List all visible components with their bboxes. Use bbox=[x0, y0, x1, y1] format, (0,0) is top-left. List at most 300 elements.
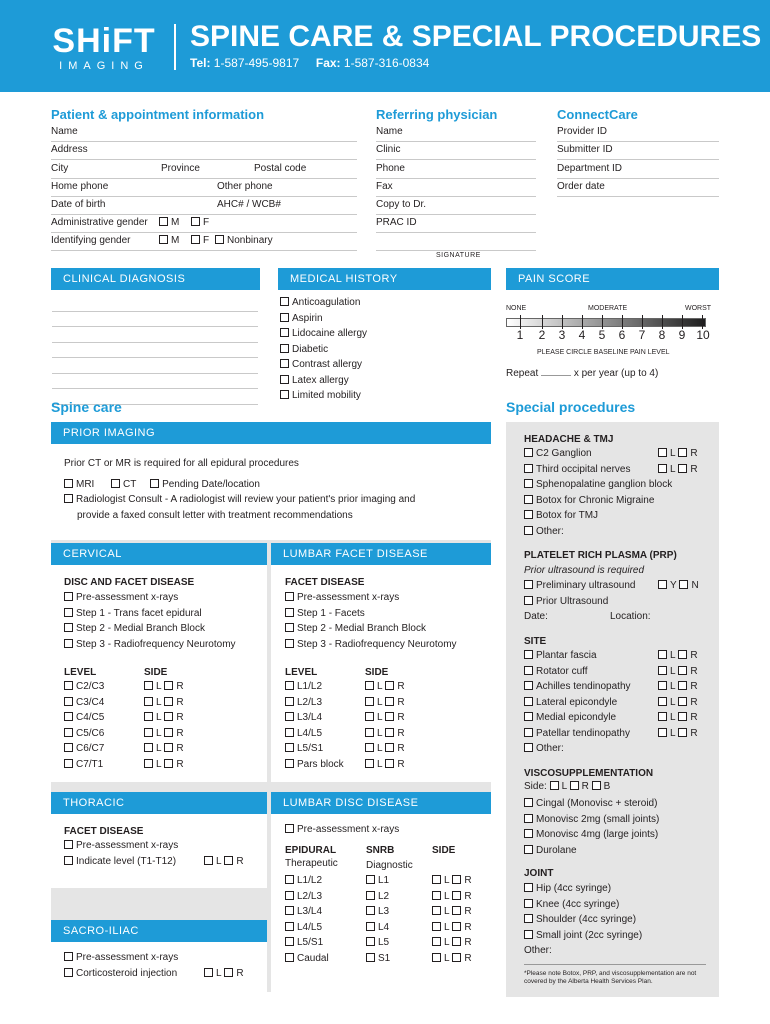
site-option[interactable] bbox=[524, 679, 706, 695]
consult-line-2: provide a faxed consult letter with treatment recommendations bbox=[77, 510, 353, 521]
thoracic-level[interactable] bbox=[64, 854, 254, 870]
checkbox-icon[interactable] bbox=[164, 743, 173, 752]
snrb-level[interactable] bbox=[366, 904, 486, 920]
checkbox-icon[interactable] bbox=[280, 313, 289, 322]
checkbox-icon[interactable] bbox=[64, 623, 73, 632]
checkbox-icon[interactable] bbox=[64, 840, 73, 849]
site-option[interactable] bbox=[524, 710, 706, 726]
checkbox-icon[interactable] bbox=[678, 448, 687, 457]
checkbox-icon[interactable] bbox=[285, 891, 294, 900]
side-options bbox=[144, 726, 194, 741]
botox-tmj-option[interactable] bbox=[524, 508, 706, 524]
checkbox-icon[interactable] bbox=[524, 580, 533, 589]
checkbox-icon[interactable] bbox=[204, 856, 213, 865]
referring-phone-label: Phone bbox=[376, 163, 405, 174]
checkbox-icon[interactable] bbox=[224, 968, 233, 977]
r-label: R bbox=[397, 743, 405, 754]
nonbinary-label: Nonbinary bbox=[227, 235, 273, 246]
logo-wordmark: SHiFT bbox=[52, 22, 156, 60]
checkbox-icon[interactable] bbox=[524, 464, 533, 473]
snrb-level[interactable] bbox=[366, 935, 486, 951]
patient-address-field[interactable] bbox=[51, 142, 357, 160]
epidural-level[interactable] bbox=[285, 920, 329, 936]
sacro-pre-assessment[interactable] bbox=[64, 950, 254, 966]
prac-id-field[interactable] bbox=[376, 215, 536, 233]
checkbox-icon[interactable] bbox=[385, 728, 394, 737]
checkbox-icon[interactable] bbox=[365, 697, 374, 706]
cervical-pre-assessment[interactable] bbox=[64, 590, 236, 606]
checkbox-icon[interactable] bbox=[452, 922, 461, 931]
checkbox-icon[interactable] bbox=[658, 728, 667, 737]
snrb-level[interactable] bbox=[366, 873, 486, 889]
epidural-level[interactable] bbox=[285, 873, 329, 889]
checkbox-icon[interactable] bbox=[678, 666, 687, 675]
pain-level-1[interactable]: 1 bbox=[516, 328, 524, 342]
checkbox-icon[interactable] bbox=[432, 906, 441, 915]
checkbox-icon[interactable] bbox=[365, 743, 374, 752]
checkbox-icon[interactable] bbox=[658, 464, 667, 473]
checkbox-icon[interactable] bbox=[592, 781, 601, 790]
checkbox-icon[interactable] bbox=[285, 875, 294, 884]
checkbox-icon[interactable] bbox=[524, 899, 533, 908]
headache-other-option[interactable] bbox=[524, 524, 706, 540]
snrb-level[interactable] bbox=[366, 920, 486, 936]
site-option[interactable] bbox=[524, 664, 706, 680]
checkbox-icon[interactable] bbox=[191, 217, 200, 226]
checkbox-icon[interactable] bbox=[144, 743, 153, 752]
checkbox-icon[interactable] bbox=[280, 297, 289, 306]
pain-level-5[interactable]: 5 bbox=[598, 328, 606, 342]
lumbar-disc-side-heading: SIDE bbox=[432, 845, 456, 856]
checkbox-icon[interactable] bbox=[524, 650, 533, 659]
site-option[interactable] bbox=[524, 726, 706, 742]
checkbox-icon[interactable] bbox=[679, 580, 688, 589]
side-options bbox=[365, 710, 415, 725]
identifying-gender-f-option[interactable] bbox=[191, 233, 209, 249]
med-history-aspirin[interactable] bbox=[280, 311, 367, 327]
checkbox-icon[interactable] bbox=[524, 681, 533, 690]
cervical-step-3[interactable] bbox=[64, 637, 236, 653]
tick bbox=[662, 315, 663, 329]
med-history-contrast[interactable] bbox=[280, 357, 367, 373]
r-label: R bbox=[464, 906, 472, 917]
checkbox-icon[interactable] bbox=[64, 494, 73, 503]
checkbox-icon[interactable] bbox=[678, 712, 687, 721]
checkbox-icon[interactable] bbox=[432, 875, 441, 884]
sacro-corticosteroid[interactable] bbox=[64, 966, 254, 982]
checkbox-icon[interactable] bbox=[64, 968, 73, 977]
checkbox-icon[interactable] bbox=[285, 728, 294, 737]
admin-gender-f-option[interactable] bbox=[191, 215, 209, 231]
visco-option[interactable] bbox=[524, 796, 659, 812]
epidural-level[interactable] bbox=[285, 889, 329, 905]
ct-option[interactable] bbox=[111, 479, 136, 490]
checkbox-icon[interactable] bbox=[285, 743, 294, 752]
checkbox-icon[interactable] bbox=[658, 712, 667, 721]
med-history-anticoagulation[interactable] bbox=[280, 295, 367, 311]
checkbox-icon[interactable] bbox=[285, 592, 294, 601]
checkbox-icon[interactable] bbox=[658, 666, 667, 675]
mri-option[interactable] bbox=[64, 479, 94, 490]
cervical-level-row[interactable] bbox=[64, 710, 194, 726]
checkbox-icon[interactable] bbox=[524, 712, 533, 721]
checkbox-icon[interactable] bbox=[658, 580, 667, 589]
checkbox-icon[interactable] bbox=[658, 448, 667, 457]
patient-name-field[interactable] bbox=[51, 124, 357, 142]
checkbox-icon[interactable] bbox=[285, 697, 294, 706]
footnote-divider bbox=[524, 964, 706, 965]
joint-option[interactable] bbox=[524, 881, 642, 897]
l-label: L bbox=[156, 758, 162, 770]
site-other-option[interactable] bbox=[524, 741, 706, 757]
botox-migraine-option[interactable] bbox=[524, 493, 706, 509]
cervical-level-row[interactable] bbox=[64, 741, 194, 757]
pain-level-2[interactable]: 2 bbox=[538, 328, 546, 342]
admin-gender-m-option[interactable] bbox=[159, 215, 179, 231]
special-procedures-heading: Special procedures bbox=[506, 399, 636, 415]
cervical-level-row[interactable] bbox=[64, 757, 194, 773]
checkbox-icon[interactable] bbox=[144, 728, 153, 737]
checkbox-icon[interactable] bbox=[64, 712, 73, 721]
checkbox-icon[interactable] bbox=[678, 464, 687, 473]
header-banner bbox=[0, 0, 770, 92]
repeat-input[interactable] bbox=[541, 366, 571, 376]
joint-option[interactable] bbox=[524, 928, 642, 944]
b-label: B bbox=[603, 781, 611, 792]
joint-other-option[interactable] bbox=[524, 943, 642, 959]
patient-dob-row[interactable] bbox=[51, 197, 357, 215]
submitter-id-field[interactable] bbox=[557, 142, 719, 160]
lumbar-level-row[interactable] bbox=[285, 741, 415, 757]
checkbox-icon[interactable] bbox=[524, 697, 533, 706]
third-occipital-option[interactable] bbox=[524, 462, 706, 478]
logo-subtitle: IMAGING bbox=[59, 60, 149, 72]
pain-level-6[interactable]: 6 bbox=[618, 328, 626, 342]
checkbox-icon[interactable] bbox=[159, 235, 168, 244]
checkbox-icon[interactable] bbox=[285, 623, 294, 632]
item-label: Botox for TMJ bbox=[536, 510, 599, 521]
prac-id-label: PRAC ID bbox=[376, 217, 417, 228]
checkbox-icon[interactable] bbox=[280, 344, 289, 353]
cervical-step-2[interactable] bbox=[64, 621, 236, 637]
checkbox-icon[interactable] bbox=[280, 375, 289, 384]
diagnosis-line[interactable] bbox=[52, 296, 258, 312]
referring-phone-field[interactable] bbox=[376, 161, 536, 179]
spine-care-heading: Spine care bbox=[51, 399, 122, 415]
c2-ganglion-option[interactable] bbox=[524, 446, 706, 462]
checkbox-icon[interactable] bbox=[432, 937, 441, 946]
checkbox-icon[interactable] bbox=[524, 479, 533, 488]
checkbox-icon[interactable] bbox=[678, 697, 687, 706]
lumbar-level-row[interactable] bbox=[285, 710, 415, 726]
snrb-level[interactable] bbox=[366, 889, 486, 905]
r-label: R bbox=[464, 937, 472, 948]
clinical-diagnosis-lines[interactable] bbox=[52, 296, 258, 405]
checkbox-icon[interactable] bbox=[658, 650, 667, 659]
checkbox-icon[interactable] bbox=[285, 712, 294, 721]
checkbox-icon[interactable] bbox=[365, 712, 374, 721]
checkbox-icon[interactable] bbox=[524, 526, 533, 535]
checkbox-icon[interactable] bbox=[366, 922, 375, 931]
lumbar-level-row[interactable] bbox=[285, 726, 415, 742]
checkbox-icon[interactable] bbox=[524, 814, 533, 823]
checkbox-icon[interactable] bbox=[524, 930, 533, 939]
checkbox-icon[interactable] bbox=[191, 235, 200, 244]
checkbox-icon[interactable] bbox=[64, 697, 73, 706]
identifying-gender-nonbinary-option[interactable] bbox=[215, 233, 273, 249]
checkbox-icon[interactable] bbox=[64, 608, 73, 617]
checkbox-icon[interactable] bbox=[144, 759, 153, 768]
other-phone-label: Other phone bbox=[217, 181, 273, 192]
pain-level-10[interactable]: 10 bbox=[696, 328, 710, 342]
identifying-gender-m-option[interactable] bbox=[159, 233, 179, 249]
thoracic-pre-assessment[interactable] bbox=[64, 838, 254, 854]
checkbox-icon[interactable] bbox=[164, 759, 173, 768]
l-label: L bbox=[670, 665, 676, 677]
yes-no-options bbox=[658, 578, 706, 593]
checkbox-icon[interactable] bbox=[524, 596, 533, 605]
diagnosis-line[interactable] bbox=[52, 374, 258, 390]
checkbox-icon[interactable] bbox=[204, 968, 213, 977]
l-label: L bbox=[216, 967, 222, 979]
checkbox-icon[interactable] bbox=[64, 728, 73, 737]
checkbox-icon[interactable] bbox=[570, 781, 579, 790]
item-label: Prior Ultrasound bbox=[536, 595, 609, 607]
level-label: S1 bbox=[378, 952, 391, 964]
joint-option[interactable] bbox=[524, 897, 642, 913]
level-label: L1 bbox=[378, 875, 390, 886]
epidural-heading: EPIDURAL bbox=[285, 845, 337, 856]
checkbox-icon[interactable] bbox=[678, 650, 687, 659]
cervical-level-row[interactable] bbox=[64, 695, 194, 711]
level-label: L5/S1 bbox=[297, 937, 324, 948]
visco-option[interactable] bbox=[524, 827, 659, 843]
checkbox-icon[interactable] bbox=[365, 759, 374, 768]
med-history-mobility[interactable] bbox=[280, 388, 367, 404]
lumbar-level-row[interactable] bbox=[285, 679, 415, 695]
checkbox-icon[interactable] bbox=[164, 712, 173, 721]
checkbox-icon[interactable] bbox=[224, 856, 233, 865]
checkbox-icon[interactable] bbox=[658, 681, 667, 690]
checkbox-icon[interactable] bbox=[164, 697, 173, 706]
checkbox-icon[interactable] bbox=[285, 953, 294, 962]
level-label: C2/C3 bbox=[76, 681, 105, 692]
checkbox-icon[interactable] bbox=[524, 666, 533, 675]
pending-option[interactable] bbox=[150, 479, 260, 490]
prp-date-location[interactable] bbox=[524, 609, 706, 625]
checkbox-icon[interactable] bbox=[658, 697, 667, 706]
lumbar-step-2[interactable] bbox=[285, 621, 457, 637]
cervical-step-1[interactable] bbox=[64, 606, 236, 622]
checkbox-icon[interactable] bbox=[524, 495, 533, 504]
department-id-field[interactable] bbox=[557, 161, 719, 179]
pain-level-4[interactable]: 4 bbox=[578, 328, 586, 342]
cervical-level-row[interactable] bbox=[64, 726, 194, 742]
site-option[interactable] bbox=[524, 648, 706, 664]
checkbox-icon[interactable] bbox=[678, 728, 687, 737]
consult-label: Radiologist Consult - A radiologist will review your patient's prior imaging and bbox=[76, 494, 416, 505]
tick bbox=[602, 315, 603, 329]
med-history-lidocaine[interactable] bbox=[280, 326, 367, 342]
checkbox-icon[interactable] bbox=[64, 639, 73, 648]
diagnosis-line[interactable] bbox=[52, 343, 258, 359]
checkbox-icon[interactable] bbox=[285, 608, 294, 617]
checkbox-icon[interactable] bbox=[285, 759, 294, 768]
order-date-field[interactable] bbox=[557, 179, 719, 197]
checkbox-icon[interactable] bbox=[452, 875, 461, 884]
patient-phone-row[interactable] bbox=[51, 179, 357, 197]
checkbox-icon[interactable] bbox=[285, 824, 294, 833]
lumbar-level-row[interactable] bbox=[285, 695, 415, 711]
checkbox-icon[interactable] bbox=[64, 681, 73, 690]
prelim-ultrasound-option[interactable] bbox=[524, 578, 706, 594]
ahc-label: AHC# / WCB# bbox=[217, 199, 281, 210]
checkbox-icon[interactable] bbox=[678, 681, 687, 690]
checkbox-icon[interactable] bbox=[432, 922, 441, 931]
diagnosis-line[interactable] bbox=[52, 327, 258, 343]
checkbox-icon[interactable] bbox=[111, 479, 120, 488]
level-label: L3/L4 bbox=[297, 712, 323, 723]
checkbox-icon[interactable] bbox=[452, 891, 461, 900]
referring-name-field[interactable] bbox=[376, 124, 536, 142]
checkbox-icon[interactable] bbox=[164, 681, 173, 690]
checkbox-icon[interactable] bbox=[524, 883, 533, 892]
f-label: F bbox=[203, 217, 210, 228]
item-label: Lateral epicondyle bbox=[536, 696, 618, 708]
checkbox-icon[interactable] bbox=[285, 639, 294, 648]
checkbox-icon[interactable] bbox=[144, 681, 153, 690]
checkbox-icon[interactable] bbox=[385, 681, 394, 690]
visco-option[interactable] bbox=[524, 843, 659, 859]
checkbox-icon[interactable] bbox=[452, 937, 461, 946]
checkbox-icon[interactable] bbox=[64, 479, 73, 488]
connectcare-heading: ConnectCare bbox=[557, 107, 638, 122]
epidural-level[interactable] bbox=[285, 904, 329, 920]
tel-label: Tel: bbox=[190, 56, 211, 70]
checkbox-icon[interactable] bbox=[280, 359, 289, 368]
lumbar-pre-assessment[interactable] bbox=[285, 590, 457, 606]
checkbox-icon[interactable] bbox=[366, 906, 375, 915]
checkbox-icon[interactable] bbox=[366, 953, 375, 962]
checkbox-icon[interactable] bbox=[524, 829, 533, 838]
side-options bbox=[144, 757, 194, 772]
checkbox-icon[interactable] bbox=[365, 681, 374, 690]
checkbox-icon[interactable] bbox=[285, 937, 294, 946]
checkbox-icon[interactable] bbox=[366, 891, 375, 900]
checkbox-icon[interactable] bbox=[280, 328, 289, 337]
checkbox-icon[interactable] bbox=[452, 906, 461, 915]
copy-to-field[interactable] bbox=[376, 197, 536, 215]
prior-ultrasound-option[interactable] bbox=[524, 594, 706, 610]
r-label: R bbox=[176, 758, 184, 770]
snrb-level[interactable] bbox=[366, 951, 486, 967]
checkbox-icon[interactable] bbox=[432, 891, 441, 900]
checkbox-icon[interactable] bbox=[285, 906, 294, 915]
checkbox-icon[interactable] bbox=[524, 845, 533, 854]
visco-option[interactable] bbox=[524, 812, 659, 828]
cervical-bar: CERVICAL bbox=[51, 543, 267, 565]
checkbox-icon[interactable] bbox=[64, 856, 73, 865]
checkbox-icon[interactable] bbox=[64, 952, 73, 961]
checkbox-icon[interactable] bbox=[385, 697, 394, 706]
epidural-level[interactable] bbox=[285, 935, 329, 951]
snrb-heading: SNRB bbox=[366, 845, 395, 856]
lumbar-facet-steps bbox=[285, 590, 457, 652]
r-label: R bbox=[690, 681, 698, 692]
checkbox-icon[interactable] bbox=[385, 759, 394, 768]
lumbar-step-3[interactable] bbox=[285, 637, 457, 653]
checkbox-icon[interactable] bbox=[64, 592, 73, 601]
diagnostic-label: Diagnostic bbox=[366, 860, 413, 871]
med-history-latex[interactable] bbox=[280, 373, 367, 389]
checkbox-icon[interactable] bbox=[64, 743, 73, 752]
patient-city-row[interactable] bbox=[51, 161, 357, 179]
checkbox-icon[interactable] bbox=[366, 875, 375, 884]
signature-field[interactable] bbox=[376, 233, 536, 251]
r-label: R bbox=[176, 727, 184, 739]
provider-id-field[interactable] bbox=[557, 124, 719, 142]
lumbar-disc-pre-assessment[interactable] bbox=[285, 824, 399, 835]
epidural-level[interactable] bbox=[285, 951, 329, 967]
radiologist-consult-option[interactable] bbox=[64, 494, 415, 505]
checkbox-icon[interactable] bbox=[164, 728, 173, 737]
joint-option[interactable] bbox=[524, 912, 642, 928]
referring-clinic-field[interactable] bbox=[376, 142, 536, 160]
checkbox-icon[interactable] bbox=[524, 448, 533, 457]
checkbox-icon[interactable] bbox=[285, 922, 294, 931]
checkbox-icon[interactable] bbox=[524, 743, 533, 752]
checkbox-icon[interactable] bbox=[432, 953, 441, 962]
pain-level-7[interactable]: 7 bbox=[638, 328, 646, 342]
checkbox-icon[interactable] bbox=[524, 510, 533, 519]
r-label: R bbox=[464, 921, 472, 933]
item-label: Preliminary ultrasound bbox=[536, 580, 636, 591]
checkbox-icon[interactable] bbox=[159, 217, 168, 226]
checkbox-icon[interactable] bbox=[385, 712, 394, 721]
checkbox-icon[interactable] bbox=[452, 953, 461, 962]
checkbox-icon[interactable] bbox=[144, 697, 153, 706]
site-option[interactable] bbox=[524, 695, 706, 711]
checkbox-icon[interactable] bbox=[365, 728, 374, 737]
lumbar-step-1[interactable] bbox=[285, 606, 457, 622]
diagnosis-line[interactable] bbox=[52, 358, 258, 374]
diagnosis-line[interactable] bbox=[52, 312, 258, 328]
checkbox-icon[interactable] bbox=[385, 743, 394, 752]
pain-level-3[interactable]: 3 bbox=[558, 328, 566, 342]
checkbox-icon[interactable] bbox=[215, 235, 224, 244]
checkbox-icon[interactable] bbox=[524, 728, 533, 737]
checkbox-icon[interactable] bbox=[366, 937, 375, 946]
checkbox-icon[interactable] bbox=[150, 479, 159, 488]
checkbox-icon[interactable] bbox=[524, 798, 533, 807]
pain-level-9[interactable]: 9 bbox=[678, 328, 686, 342]
pain-level-8[interactable]: 8 bbox=[658, 328, 666, 342]
referring-fax-field[interactable] bbox=[376, 179, 536, 197]
med-history-diabetic[interactable] bbox=[280, 342, 367, 358]
checkbox-icon[interactable] bbox=[524, 914, 533, 923]
l-label: L bbox=[377, 712, 383, 723]
checkbox-icon[interactable] bbox=[64, 759, 73, 768]
checkbox-icon[interactable] bbox=[550, 781, 559, 790]
lumbar-level-row[interactable] bbox=[285, 757, 415, 773]
mri-label: MRI bbox=[76, 479, 95, 490]
checkbox-icon[interactable] bbox=[285, 681, 294, 690]
cervical-level-row[interactable] bbox=[64, 679, 194, 695]
checkbox-icon[interactable] bbox=[144, 712, 153, 721]
checkbox-icon[interactable] bbox=[280, 390, 289, 399]
sphenopalatine-option[interactable] bbox=[524, 477, 706, 493]
m-label: M bbox=[171, 235, 180, 246]
